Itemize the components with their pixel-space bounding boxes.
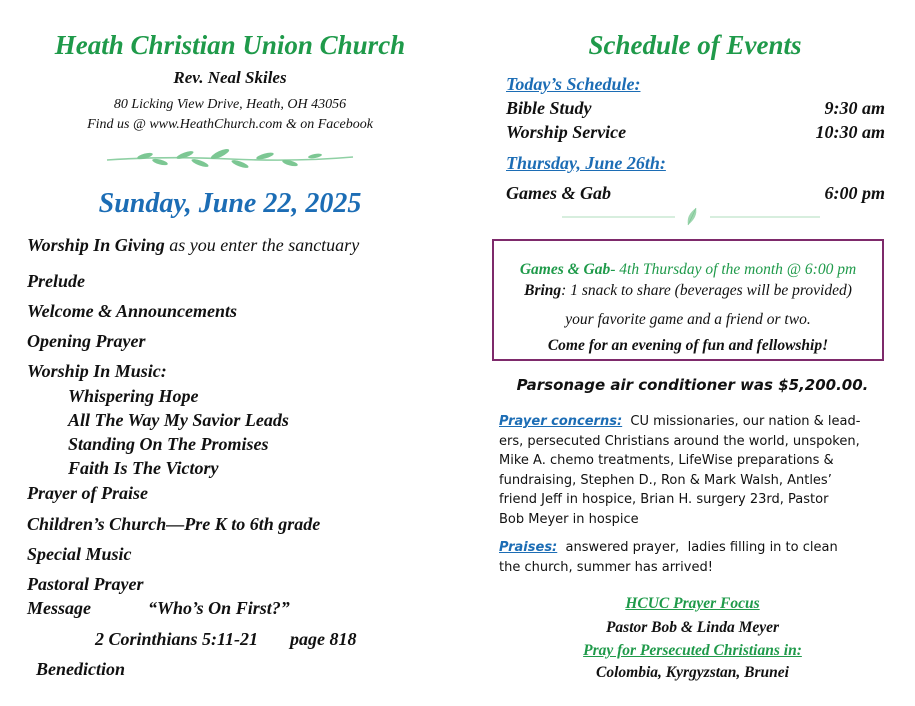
order-pastoral-prayer: Pastoral Prayer bbox=[27, 574, 144, 594]
hymn-title: All The Way My Savior Leads bbox=[68, 410, 289, 430]
schedule-event: Worship Service bbox=[506, 122, 627, 142]
worship-giving-label: Worship In Giving bbox=[27, 235, 165, 255]
schedule-title: Schedule of Events bbox=[588, 30, 802, 60]
church-name: Heath Christian Union Church bbox=[54, 30, 406, 60]
prayer-focus-names: Pastor Bob & Linda Meyer bbox=[605, 619, 780, 636]
prayer-line: ers, persecuted Christians around the world, unspoken, bbox=[499, 433, 860, 449]
hymn-title: Standing On The Promises bbox=[68, 434, 269, 454]
service-date: Sunday, June 22, 2025 bbox=[98, 188, 362, 219]
church-address: 80 Licking View Drive, Heath, OH 43056 bbox=[113, 97, 347, 112]
games-box-line3: your favorite game and a friend or two. bbox=[565, 311, 811, 328]
prayer-focus-heading: HCUC Prayer Focus bbox=[625, 595, 760, 612]
today-heading: Today’s Schedule: bbox=[506, 74, 641, 94]
praises bbox=[499, 538, 899, 577]
schedule-time: 9:30 am bbox=[824, 98, 885, 118]
order-message-label: Message bbox=[27, 598, 91, 618]
games-box-bring-line bbox=[494, 282, 882, 300]
persecuted-countries: Colombia, Kyrgyzstan, Brunei bbox=[596, 664, 789, 681]
prayer-line bbox=[499, 412, 899, 432]
scripture-reference: 2 Corinthians 5:11-21 bbox=[95, 629, 259, 649]
praises-line bbox=[499, 538, 899, 558]
prayer-concerns bbox=[499, 412, 899, 529]
order-welcome: Welcome & Announcements bbox=[27, 301, 238, 321]
hymn-title: Whispering Hope bbox=[68, 386, 199, 406]
prayer-line: Mike A. chemo treatments, LifeWise preparations & bbox=[499, 453, 834, 468]
worship-giving-text: as you enter the sanctuary bbox=[164, 235, 360, 255]
order-benediction: Benediction bbox=[36, 659, 125, 679]
schedule-time: 6:00 pm bbox=[824, 183, 885, 203]
prayer-concerns-label: Prayer concerns: bbox=[499, 414, 623, 429]
hymn-title: Faith Is The Victory bbox=[68, 458, 219, 478]
prayer-line: Bob Meyer in hospice bbox=[499, 511, 639, 527]
scripture-page: page 818 bbox=[290, 629, 357, 649]
games-box-title: Games & Gab bbox=[519, 261, 611, 278]
vine-divider-icon bbox=[105, 148, 355, 170]
order-childrens-church: Children’s Church—Pre K to 6th grade bbox=[27, 514, 321, 534]
order-worship-music: Worship In Music: bbox=[27, 361, 167, 381]
schedule-event: Bible Study bbox=[506, 98, 592, 118]
games-box-title-detail: - 4th Thursday of the month @ 6:00 pm bbox=[610, 261, 857, 278]
order-opening-prayer: Opening Prayer bbox=[27, 331, 146, 351]
pastor-name: Rev. Neal Skiles bbox=[173, 68, 287, 87]
thursday-heading: Thursday, June 26th: bbox=[506, 153, 666, 173]
order-prayer-of-praise: Prayer of Praise bbox=[27, 483, 148, 503]
schedule-event: Games & Gab bbox=[506, 183, 611, 203]
praises-label: Praises: bbox=[499, 540, 558, 555]
order-prelude: Prelude bbox=[27, 271, 85, 291]
prayer-line-text: CU missionaries, our nation & lead- bbox=[622, 414, 861, 429]
find-us-line: Find us @ www.HeathChurch.com & on Facebook bbox=[87, 117, 373, 132]
order-special-music: Special Music bbox=[27, 544, 132, 564]
praises-line-text: answered prayer, ladies filling in to clean bbox=[557, 540, 838, 555]
games-box-bring-label: Bring bbox=[524, 282, 562, 299]
message-title: “Who’s On First?” bbox=[148, 598, 290, 618]
praises-line: the church, summer has arrived! bbox=[499, 559, 713, 575]
leaf-divider-icon bbox=[560, 205, 822, 229]
ac-note: Parsonage air conditioner was $5,200.00. bbox=[516, 376, 869, 394]
prayer-line: friend Jeff in hospice, Brian H. surgery 23rd, Pastor bbox=[499, 492, 829, 507]
schedule-time: 10:30 am bbox=[815, 122, 885, 142]
persecuted-heading: Pray for Persecuted Christians in: bbox=[583, 642, 802, 659]
games-gab-box bbox=[492, 239, 884, 361]
games-box-line4: Come for an evening of fun and fellowship! bbox=[547, 337, 829, 354]
worship-giving-line bbox=[27, 235, 359, 256]
games-box-bring-text: : 1 snack to share (beverages will be provided) bbox=[561, 282, 852, 299]
prayer-line: fundraising, Stephen D., Ron & Mark Walsh, Antles’ bbox=[499, 472, 832, 488]
games-box-title-line bbox=[494, 261, 882, 279]
